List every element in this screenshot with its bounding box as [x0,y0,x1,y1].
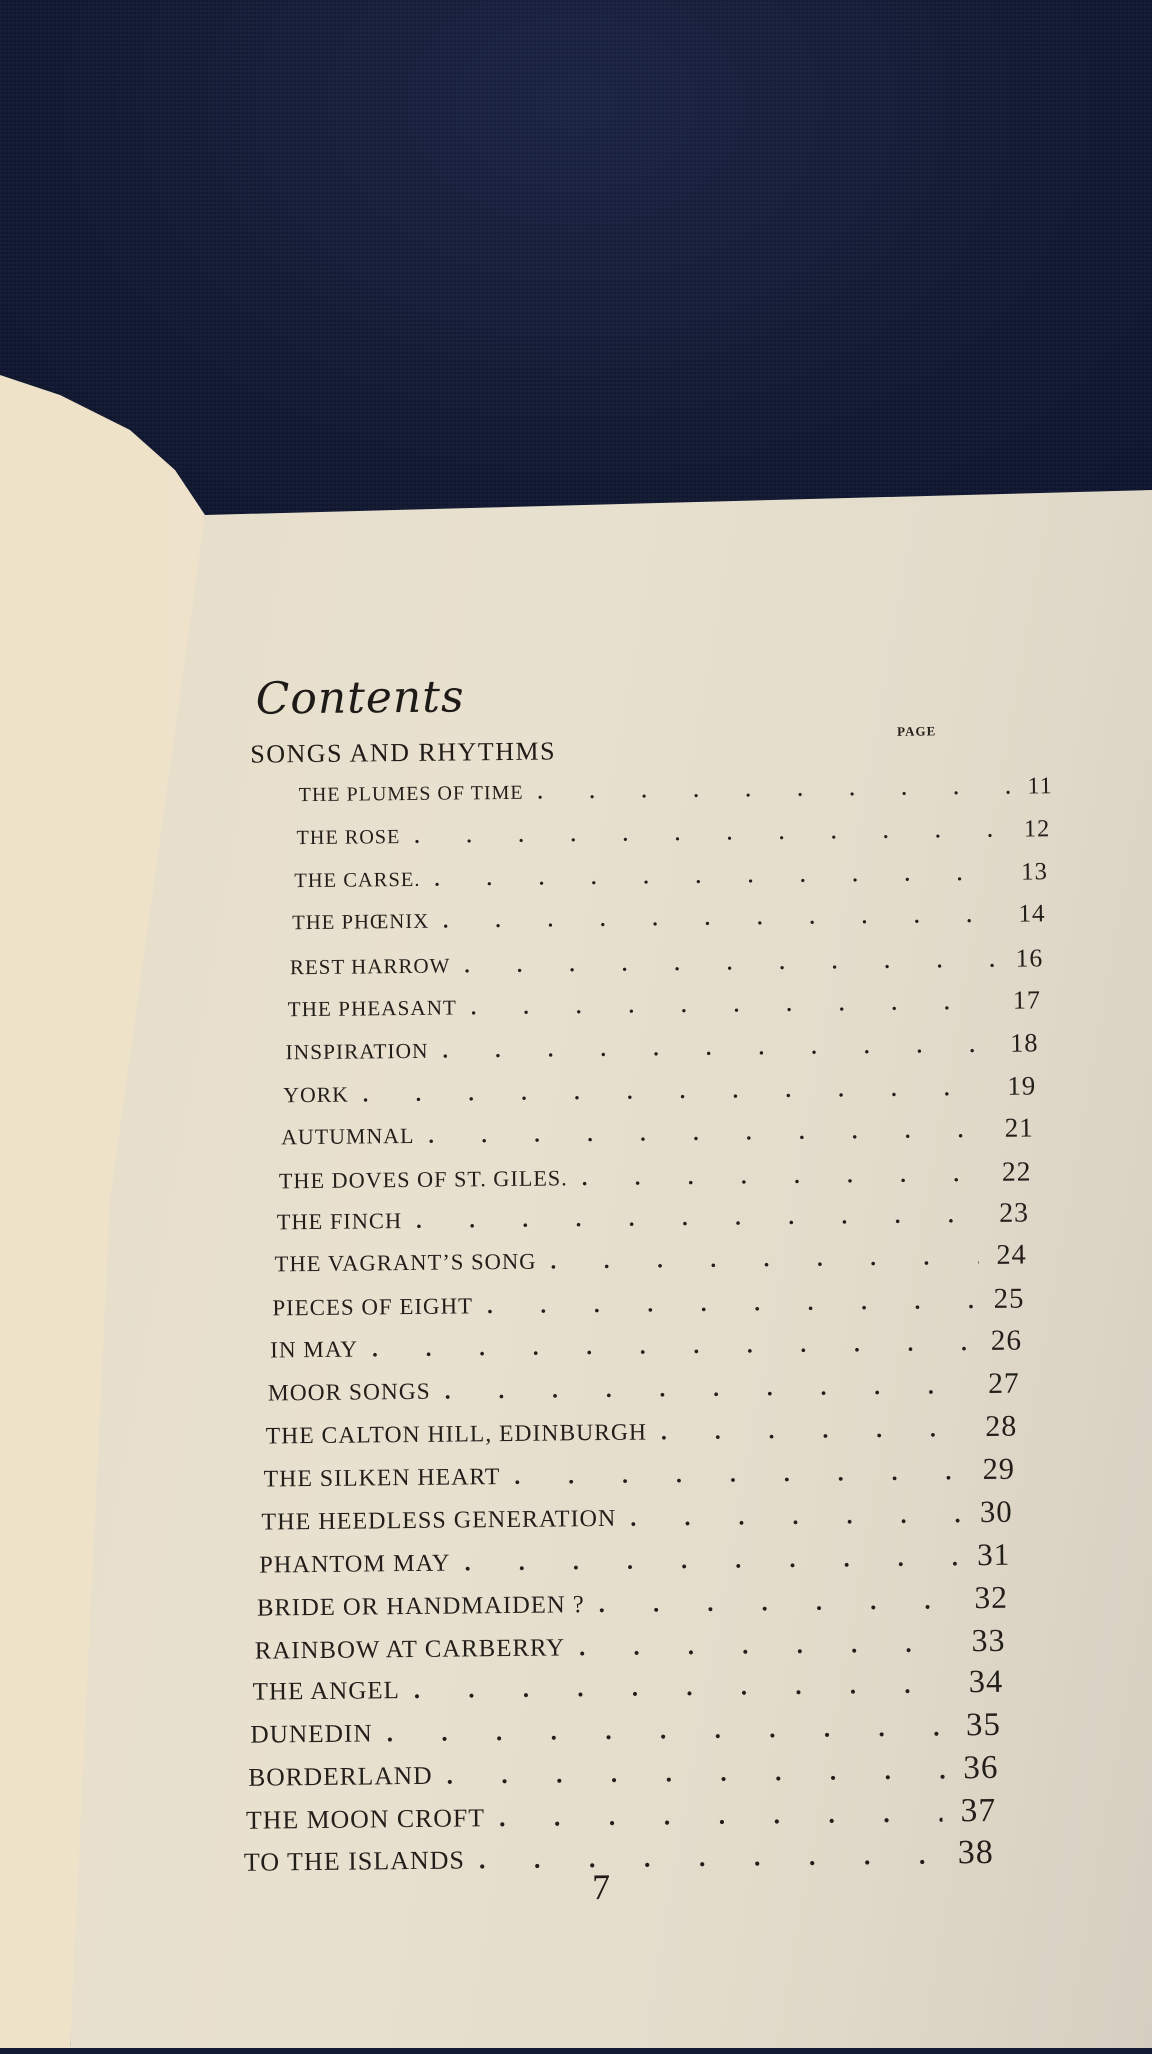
toc-entry-page-number: 26 [990,1324,1023,1358]
toc-entry-title: THE PLUMES OF TIME [298,781,524,807]
toc-entry [296,816,1050,852]
toc-entry-page-number: 35 [965,1706,1002,1743]
toc-entry [252,1664,1003,1709]
toc-entry-title: BRIDE OR HANDMAIDEN ? [256,1590,585,1622]
toc-entry-title: THE CARSE. [294,868,421,892]
toc-entry-title: YORK [283,1082,349,1108]
toc-entry-title: THE HEEDLESS GENERATION [261,1505,617,1536]
toc-entry-page-number: 24 [996,1239,1027,1272]
page-column-label: PAGE [896,723,937,739]
contents-heading: Contents [255,671,465,725]
toc-entry-page-number: 32 [974,1579,1009,1615]
toc-entry-page-number: 17 [1012,985,1042,1015]
dot-leader [487,1288,976,1319]
dot-leader [537,777,1009,805]
toc-entry-page-number: 30 [979,1494,1013,1529]
dot-leader [514,1460,965,1492]
toc-entry-title: THE CALTON HILL, EDINBURGH [265,1419,648,1450]
toc-entry-title: DUNEDIN [250,1719,373,1749]
toc-entry [299,773,1053,808]
dot-leader [428,1117,986,1149]
toc-entry [277,1198,1030,1238]
toc-entry [270,1325,1022,1366]
dot-leader [443,905,1001,934]
dot-leader [661,1416,968,1446]
toc-entry [261,1494,1013,1537]
toc-entry [274,1240,1026,1280]
toc-entry-page-number: 23 [998,1197,1030,1229]
toc-entry-title: THE FINCH [276,1208,403,1235]
toc-entry-title: THE SILKEN HEART [263,1464,501,1493]
dot-leader [582,1161,984,1191]
toc-entry [268,1367,1020,1408]
toc-entry-page-number: 38 [957,1833,994,1872]
toc-entry [285,1028,1038,1067]
dot-leader [464,947,997,978]
dot-leader [550,1244,978,1274]
toc-entry-page-number: 16 [1015,942,1044,973]
toc-entry-title: AUTUMNAL [281,1123,415,1150]
page-number: 7 [591,1866,611,1908]
dot-leader [442,1033,992,1064]
toc-entry-title: BORDERLAND [248,1760,433,1792]
toc-entry-title: THE PHŒNIX [292,910,430,935]
toc-entry-title: PHANTOM MAY [259,1549,451,1579]
toc-entry-page-number: 27 [987,1367,1020,1400]
dot-leader [599,1587,957,1619]
toc-entry-page-number: 21 [1004,1112,1034,1143]
toc-entry-title: THE ANGEL [252,1677,400,1707]
dot-leader [363,1076,990,1108]
dot-leader [630,1502,962,1532]
toc-entry [266,1410,1018,1452]
toc-entry-page-number: 31 [976,1536,1011,1573]
dot-leader [445,1373,971,1406]
toc-entry-title: TO THE ISLANDS [243,1845,466,1877]
toc-entry [263,1452,1015,1495]
dot-leader [479,1840,940,1875]
toc-entry-page-number: 33 [971,1621,1006,1659]
toc-entry-title: THE PHEASANT [287,995,457,1022]
dot-leader [416,1202,981,1234]
toc-entry-page-number: 18 [1009,1027,1039,1059]
toc-entry-page-number: 12 [1023,815,1051,843]
toc-entry [250,1707,1001,1752]
toc-entry-page-number: 11 [1027,773,1053,800]
dot-leader [372,1329,973,1362]
dot-leader [499,1798,943,1833]
toc-entry-page-number: 19 [1007,1070,1037,1101]
toc-entry [255,1622,1006,1667]
toc-entry-title: REST HARROW [289,953,451,979]
toc-entry [290,943,1044,981]
dot-leader [579,1630,954,1662]
dot-leader [446,1756,945,1791]
toc-entry-page-number: 13 [1020,858,1049,886]
toc-entry [292,901,1046,937]
toc-entry-page-number: 25 [993,1282,1025,1315]
toc-entry-page-number: 29 [982,1452,1016,1487]
toc-entry-title: INSPIRATION [285,1039,429,1065]
toc-entry-page-number: 28 [985,1409,1018,1443]
toc-entry-page-number: 14 [1018,900,1046,928]
toc-entry-title: THE MOON CROFT [245,1802,486,1835]
toc-entry [257,1579,1008,1623]
toc-entry-page-number: 22 [1001,1155,1032,1187]
toc-entry-page-number: 34 [968,1664,1004,1701]
dot-leader [434,863,1003,892]
toc-entry [294,858,1048,894]
dot-leader [471,990,995,1020]
toc-entry [288,985,1041,1023]
section-title: SONGS AND RHYTHMS [250,736,557,769]
toc-entry-title: RAINBOW AT CARBERRY [254,1634,566,1665]
toc-entry-title: THE VAGRANT’S SONG [274,1249,537,1277]
toc-entry-page-number: 36 [963,1749,999,1787]
toc-entry [244,1834,994,1880]
dot-leader [464,1544,959,1577]
toc-entry-title: MOOR SONGS [267,1378,431,1407]
toc-entry [281,1113,1034,1152]
dot-leader [414,1672,951,1706]
dot-leader [387,1713,949,1748]
toc-entry [259,1537,1010,1581]
toc-entry [248,1749,999,1795]
toc-entry [246,1791,997,1837]
toc-entry-title: IN MAY [270,1335,359,1363]
dot-leader [414,820,1006,849]
toc-entry-page-number: 37 [960,1791,997,1829]
toc-entry [283,1070,1036,1109]
toc-entry [279,1155,1032,1195]
toc-entry [272,1282,1024,1323]
toc-entry-title: THE ROSE [296,826,401,850]
toc-entry-title: PIECES OF EIGHT [272,1293,474,1321]
toc-entry-title: THE DOVES OF ST. GILES. [278,1164,568,1193]
